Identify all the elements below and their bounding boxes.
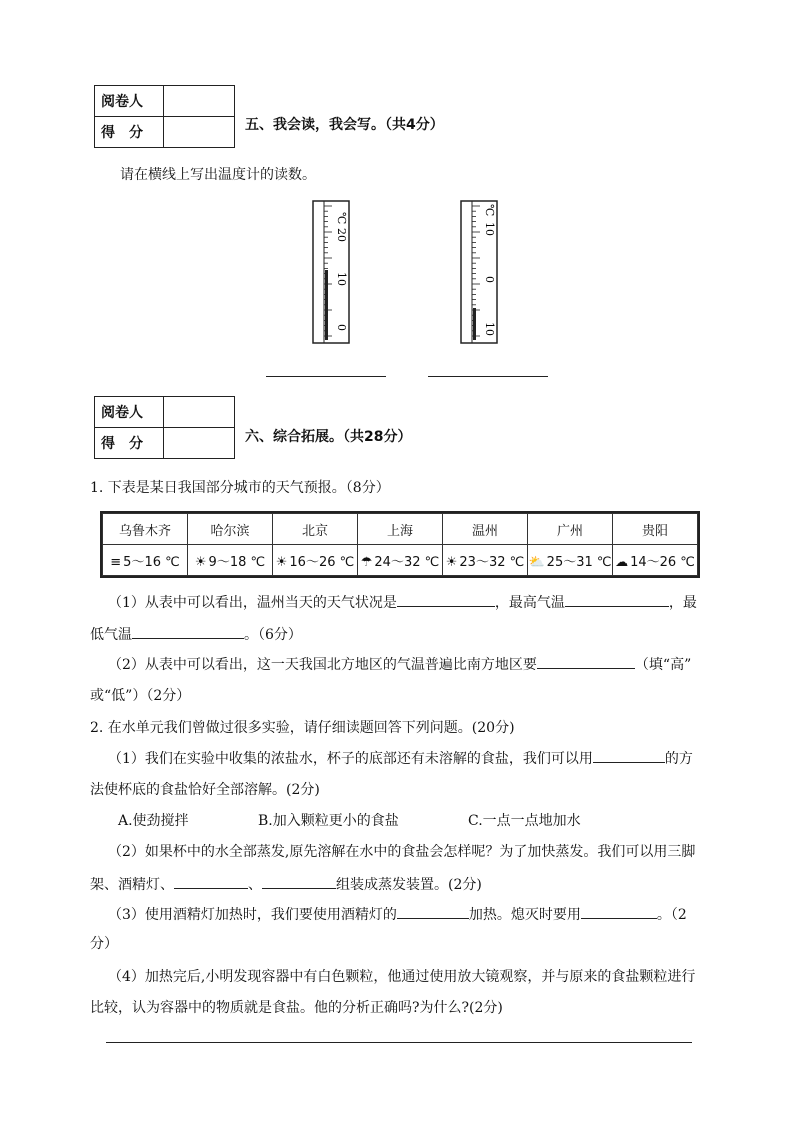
thermometer-2 — [458, 200, 500, 345]
section6-title: 六、综合拓展。（共28分） — [245, 429, 412, 445]
sun-icon: ☀ — [275, 554, 288, 570]
weather-cell — [613, 545, 698, 576]
weather-cell — [443, 545, 528, 576]
q1-sub1-text: （1）从表中可以看出，温州当天的天气状况是 — [108, 595, 397, 611]
q2-p1-text: （1）我们在实验中收集的浓盐水，杯子的底部还有未溶解的食盐，我们可以用 — [108, 751, 593, 767]
temp-range: 5～16 ℃ — [123, 554, 180, 570]
q2-p3-text: 。（2 — [656, 907, 687, 923]
cloudy-icon: ☁ — [615, 554, 629, 570]
weather-table — [102, 513, 698, 576]
q2-p2-text: 、 — [248, 877, 262, 893]
temp-range: 25～31 ℃ — [546, 554, 612, 570]
city-name: 贵阳 — [613, 514, 698, 545]
temp-range: 23～32 ℃ — [459, 554, 525, 570]
q2-option-a[interactable]: A.使劲搅拌 — [118, 813, 189, 829]
q1-sub1-text: ，最高气温 — [494, 595, 565, 611]
city-name: 北京 — [273, 514, 358, 545]
q2-p1-text: 的方 — [664, 751, 693, 767]
score-box-6 — [94, 396, 235, 459]
q2-p3-text: 加热。熄灭时要用 — [468, 907, 581, 923]
weather-cell — [103, 545, 188, 576]
weather-cell — [528, 545, 613, 576]
q1-sub1-text: 。（6分） — [244, 627, 302, 643]
q1-sub1-text: 低气温 — [90, 627, 132, 643]
thermo1-label-20: 20 — [335, 228, 348, 242]
weather-cell — [273, 545, 358, 576]
q1-sub2-text: （2）从表中可以看出，这一天我国北方地区的气温普遍比南方地区要 — [108, 657, 537, 673]
city-name: 广州 — [528, 514, 613, 545]
section5-instruction: 请在横线上写出温度计的读数。 — [120, 167, 316, 183]
weather-cell — [358, 545, 443, 576]
q1-sub2-text: （填“高” — [634, 657, 692, 673]
thermo1-label-10: 10 — [335, 272, 348, 286]
partly-cloudy-icon: ⛅ — [528, 554, 545, 570]
q2-p2-line2 — [90, 874, 482, 895]
answer-blank[interactable] — [593, 748, 665, 763]
q2-p1-line2: 法使杯底的食盐恰好全部溶解。(2分) — [90, 782, 320, 798]
sun-icon: ☀ — [194, 554, 207, 570]
q2-p2-text: 组装成蒸发装置。(2分) — [336, 877, 482, 893]
q1-sub2-line1 — [108, 654, 691, 675]
reviewer-label: 阅卷人 — [95, 86, 164, 117]
answer-blank[interactable] — [174, 874, 248, 889]
answer-blank[interactable] — [262, 874, 336, 889]
city-name: 哈尔滨 — [188, 514, 273, 545]
thermo1-label-0: 0 — [335, 324, 348, 331]
thermo1-unit: ℃ — [335, 212, 348, 225]
sun-icon: ☀ — [445, 554, 458, 570]
q2-p2-text: 架、酒精灯、 — [90, 877, 174, 893]
thermo2-label-10: 10 — [483, 222, 496, 236]
q2-p3-line1 — [108, 904, 687, 925]
answer-blank[interactable] — [397, 904, 469, 919]
city-name: 温州 — [443, 514, 528, 545]
score-box-5 — [94, 85, 235, 148]
score-label: 得 分 — [95, 428, 164, 459]
city-name: 乌鲁木齐 — [103, 514, 188, 545]
thermo2-unit: ℃ — [483, 204, 496, 217]
thermo2-answer-line[interactable] — [428, 376, 548, 377]
q2-option-c[interactable]: C.一点一点地加水 — [468, 813, 581, 829]
weather-cell — [188, 545, 273, 576]
q2-p1-line1 — [108, 748, 693, 769]
q2-option-b[interactable]: B.加入颗粒更小的食盐 — [258, 813, 399, 829]
thermo2-label-neg10: 10 — [483, 322, 496, 336]
q1-sub1-line2 — [90, 624, 302, 645]
thermometer-1 — [310, 200, 352, 345]
answer-blank[interactable] — [397, 592, 495, 607]
score-label: 得 分 — [95, 117, 164, 148]
answer-blank[interactable] — [537, 654, 635, 669]
reviewer-blank[interactable] — [164, 86, 235, 117]
q2-p2-line1: （2）如果杯中的水全部蒸发,原先溶解在水中的食盐会怎样呢？为了加快蒸发。我们可以用三脚 — [108, 844, 696, 860]
score-blank[interactable] — [164, 117, 235, 148]
fog-icon: ≡ — [110, 554, 122, 570]
weather-city-row — [103, 514, 698, 545]
weather-range-row — [103, 545, 698, 576]
weather-table-frame — [100, 511, 700, 578]
thermo2-label-0: 0 — [483, 276, 496, 283]
q1-sub1-text: ，最 — [668, 595, 697, 611]
answer-blank[interactable] — [565, 592, 669, 607]
section5-title: 五、我会读，我会写。（共4分） — [245, 117, 444, 133]
q1-stem: 1. 下表是某日我国部分城市的天气预报。（8分） — [90, 480, 390, 496]
city-name: 上海 — [358, 514, 443, 545]
q2-p3-line2: 分） — [90, 936, 118, 952]
q1-sub2-line2: 或“低”）（2分） — [90, 688, 191, 704]
temp-range: 14～26 ℃ — [630, 554, 695, 570]
q2-p4-line1: （4）加热完后,小明发现容器中有白色颗粒，他通过使用放大镜观察，并与原来的食盐颗粒进行 — [108, 969, 696, 985]
q2-p4-line2: 比较，认为容器中的物质就是食盐。他的分析正确吗?为什么?(2分) — [90, 1000, 503, 1016]
answer-blank[interactable] — [132, 624, 244, 639]
q2-p3-text: （3）使用酒精灯加热时，我们要使用酒精灯的 — [108, 907, 397, 923]
q2-stem: 2. 在水单元我们曾做过很多实验，请仔细读题回答下列问题。(20分) — [90, 720, 515, 736]
temp-range: 24～32 ℃ — [374, 554, 440, 570]
score-blank[interactable] — [164, 428, 235, 459]
answer-blank[interactable] — [581, 904, 657, 919]
rain-icon: ☂ — [360, 554, 373, 570]
reviewer-blank[interactable] — [164, 397, 235, 428]
thermo1-answer-line[interactable] — [266, 376, 386, 377]
reviewer-label: 阅卷人 — [95, 397, 164, 428]
temp-range: 16～26 ℃ — [289, 554, 355, 570]
temp-range: 9～18 ℃ — [208, 554, 266, 570]
q1-sub1-line1 — [108, 592, 697, 613]
q2-p4-answer-line[interactable] — [106, 1042, 692, 1043]
